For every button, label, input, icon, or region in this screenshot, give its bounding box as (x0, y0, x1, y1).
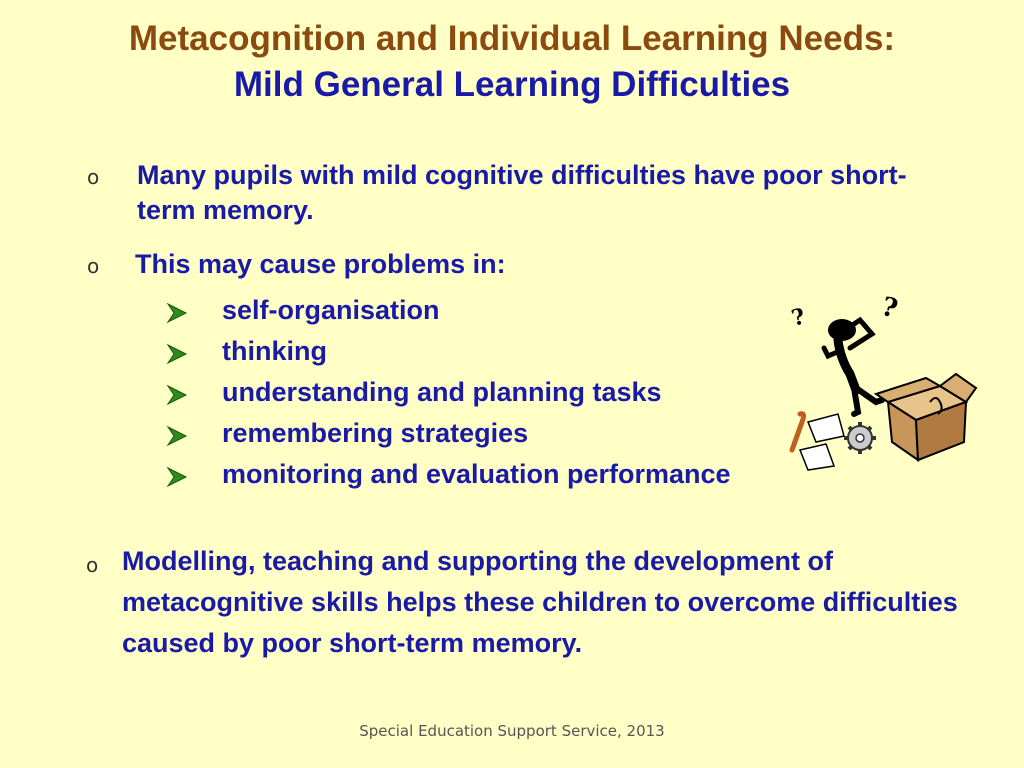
bullet-1-text: Many pupils with mild cognitive difficulties have poor short-term memory. (137, 160, 907, 225)
arrow-bullet-icon (166, 343, 188, 365)
subitem-self-organisation: self-organisation (222, 295, 440, 325)
footer-credit: Special Education Support Service, 2013 (359, 722, 665, 740)
arrow-bullet-icon (166, 302, 188, 324)
subitem-monitoring-evaluation: monitoring and evaluation performance (222, 459, 731, 489)
bullet-2-text: This may cause problems in: (135, 249, 506, 279)
subitem-planning-tasks: understanding and planning tasks (222, 377, 662, 407)
arrow-bullet-icon (166, 425, 188, 447)
question-mark-right: ? (878, 291, 901, 325)
title-line-2: Mild General Learning Difficulties (233, 65, 791, 104)
subitem-thinking: thinking (222, 336, 327, 366)
bullet-3-text: Modelling, teaching and supporting the development of metacognitive skills helps these children to overcome difficulties caused by poor short-term memory. (122, 546, 958, 658)
slide-title (0, 16, 1024, 108)
bullet-2 (87, 247, 835, 282)
arrow-bullet-icon (166, 466, 188, 488)
question-mark-left: ? (788, 303, 809, 332)
arrow-bullet-icon (166, 384, 188, 406)
circle-bullet-icon: o (86, 553, 99, 577)
bullet-3 (86, 541, 992, 664)
circle-bullet-icon: o (87, 165, 100, 189)
circle-bullet-icon: o (87, 254, 100, 278)
subitem-remembering-strategies: remembering strategies (222, 418, 529, 448)
bullet-1 (87, 158, 957, 228)
confused-figure-clipart-icon (780, 290, 980, 480)
title-line-1: Metacognition and Individual Learning Needs: (128, 19, 896, 58)
